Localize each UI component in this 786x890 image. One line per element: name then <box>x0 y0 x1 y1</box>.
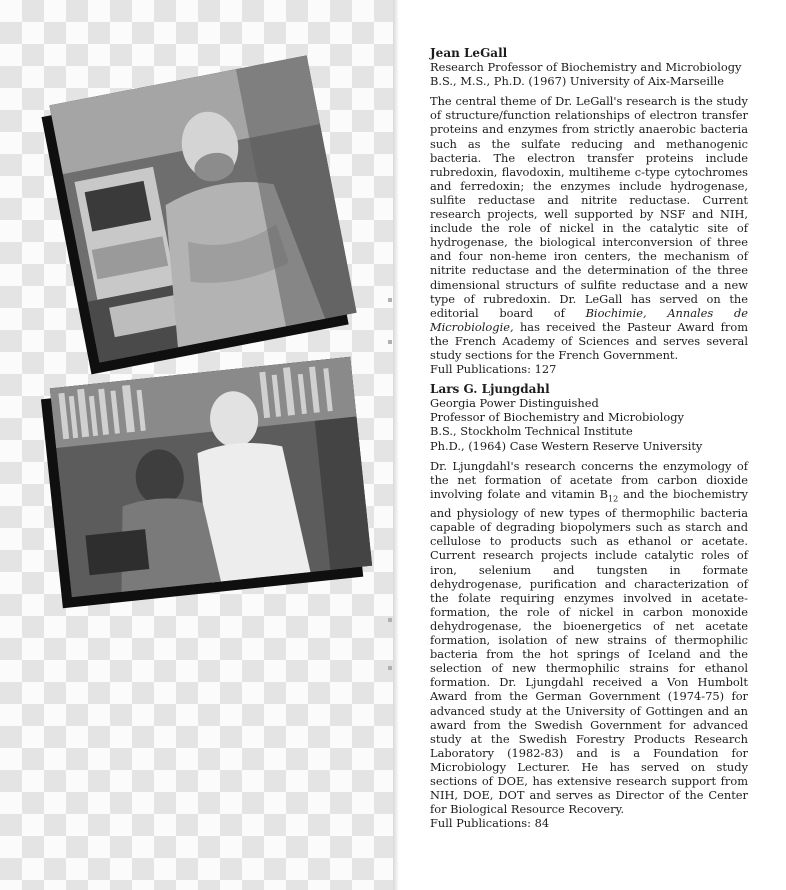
photo-jean-legall <box>49 55 356 362</box>
photo-lars-ljungdahl <box>50 357 372 597</box>
bio-text-continued: and the biochemistry and physiology of new types of thermophilic bacteria capable of degrading biopolymers such as starch and cellulose to products such as ethanol or acetate. Current research projects include catalytic roles of iron, selenium and tungsten in formate dehydrogenase, purification and characterization of the folate requiring enzymes involved in acetate-formation, the role of nickel in carbon monoxide dehydrogenase, the bioenergetics of net acetate formation, isolation of new strains of thermophilic bacteria from the hot springs of Iceland and the selection of new thermophilic strains for ethanol formation. Dr. Ljungdahl received a Von Humbolt Award from the German Government (1974-75) for advanced study at the University of Gottingen and an award from the Swedish Government for advanced study at the Swedish Forestry Products Research Laboratory (1982-83) and is a Foundation for Microbiology Lecturer. He has served on study sections of DOE, has extensive research support from NIH, DOE, DOT and serves as Director of the Center for Biological Resource Recovery. <box>430 486 748 817</box>
profile-title: Research Professor of Biochemistry and Microbiology <box>430 60 742 75</box>
profile-degrees: B.S., M.S., Ph.D. (1967) University of Aix-Marseille <box>430 74 724 89</box>
profile-publications: Full Publications: 127 <box>430 362 557 377</box>
scan-mark <box>388 340 392 344</box>
photo-lars-ljungdahl-image <box>50 357 372 597</box>
profile-title-line-1: Georgia Power Distinguished <box>430 396 599 411</box>
bio-text-continued: has received the Pasteur Award from the French Academy of Sciences and serves several study sections for the French Government. <box>430 319 748 362</box>
profile-degree-bs: B.S., Stockholm Technical Institute <box>430 424 633 439</box>
profile-lars-ljungdahl <box>430 382 748 830</box>
bio-subscript: 12 <box>608 494 619 504</box>
bio-italic-text: Biochimie, Annales de Microbiologie, <box>430 305 748 334</box>
scan-mark <box>388 298 392 302</box>
profile-publications: Full Publications: 84 <box>430 816 550 831</box>
bio-text: Dr. Ljungdahl's research concerns the enzymology of the net formation of acetate from carbon dioxide involving folate and vitamin B <box>430 458 748 501</box>
profile-degree-phd: Ph.D., (1964) Case Western Reserve University <box>430 438 703 453</box>
profile-name: Jean LeGall <box>430 46 508 60</box>
bio-text: The central theme of Dr. LeGall's research is the study of structure/function relationships of electron transfer proteins and enzymes from strictly anaerobic bacteria such as the sulfate reducing and methanogenic bacteria. The electron transfer proteins include rubredoxin, flavodoxin, multiheme c-type cytochromes and ferredoxin; the enzymes include hydrogenase, sulfite reductase and nitrite reductase. Current research projects, well supported by NSF and NIH, include the role of nickel in the catalytic site of hydrogenase, the biological interconversion of three and four non-heme iron centers, the mechanism of nitrite reductase and the determination of the three dimensional structurs of sulfite reductase and a new type of rubredoxin. Dr. LeGall has served on the editorial board of <box>430 94 748 320</box>
text-column <box>430 46 748 830</box>
profile-jean-legall <box>430 46 748 376</box>
profile-title-line-2: Professor of Biochemistry and Microbiology <box>430 410 684 425</box>
scan-mark <box>388 618 392 622</box>
photo-jean-legall-image <box>49 55 356 362</box>
profile-bio <box>430 94 748 362</box>
profile-name: Lars G. Ljungdahl <box>430 382 550 397</box>
scan-mark <box>388 666 392 670</box>
profile-bio <box>430 459 748 817</box>
